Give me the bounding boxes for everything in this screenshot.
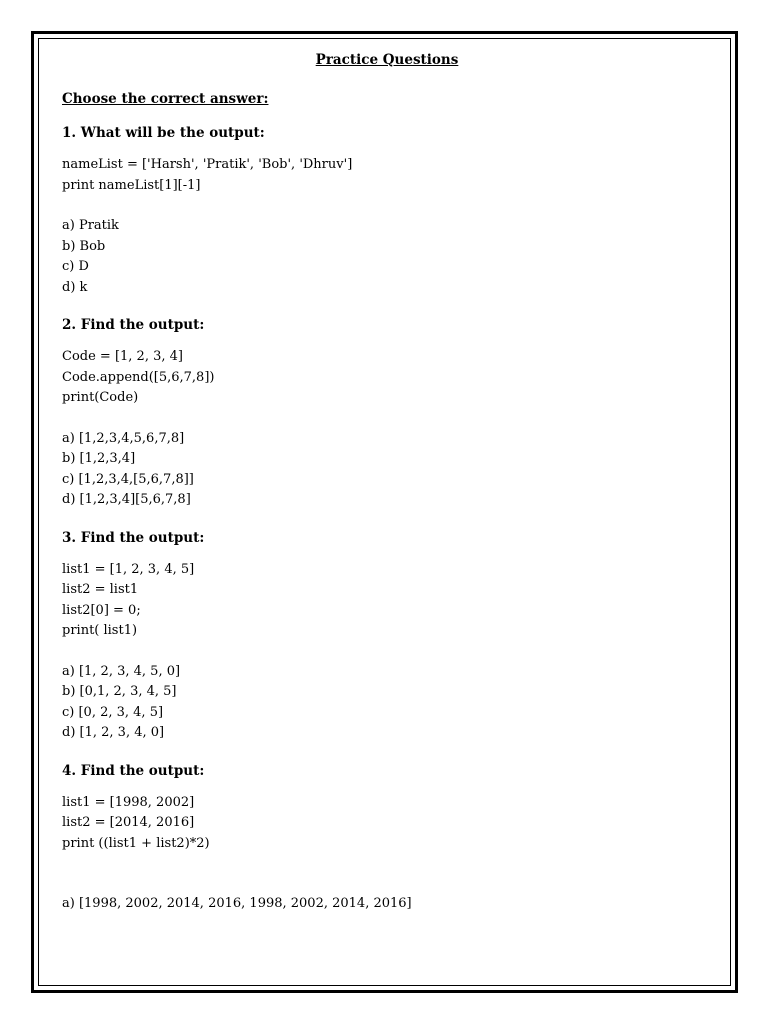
code-line: nameList = ['Harsh', 'Pratik', 'Bob', 'Dhruv']	[62, 157, 353, 172]
question-4	[62, 761, 712, 915]
code-line: print nameList[1][-1]	[62, 177, 201, 193]
page-title: Practice Questions	[315, 52, 459, 68]
question-1-code	[62, 155, 712, 196]
question-4-code	[62, 793, 712, 855]
question-1-heading: 1. What will be the output:	[62, 125, 265, 141]
code-line: print( list1)	[62, 623, 138, 638]
question-2-options	[62, 429, 712, 511]
document-content	[62, 50, 712, 932]
option-a: a) [1,2,3,4,5,6,7,8]	[62, 430, 185, 446]
option-c: c) [1,2,3,4,[5,6,7,8]]	[62, 471, 194, 487]
question-1-options	[62, 216, 712, 298]
question-2-heading: 2. Find the output:	[62, 317, 205, 333]
question-3	[62, 528, 712, 744]
option-b: b) [0,1, 2, 3, 4, 5]	[62, 684, 177, 699]
option-c: c) D	[62, 259, 89, 274]
code-line: list2[0] = 0;	[62, 602, 141, 618]
code-line: Code = [1, 2, 3, 4]	[62, 349, 183, 364]
option-a: a) [1, 2, 3, 4, 5, 0]	[62, 663, 181, 679]
code-line: Code.append([5,6,7,8])	[62, 369, 215, 385]
code-line: list1 = [1998, 2002]	[62, 794, 195, 810]
option-c: c) [0, 2, 3, 4, 5]	[62, 704, 164, 720]
option-b: b) [1,2,3,4]	[62, 451, 136, 466]
question-4-heading: 4. Find the output:	[62, 762, 205, 779]
question-3-options	[62, 662, 712, 744]
code-line: print ((list1 + list2)*2)	[62, 835, 210, 851]
code-line: list2 = list1	[62, 582, 139, 597]
code-line: list2 = [2014, 2016]	[62, 815, 195, 830]
question-3-heading: 3. Find the output:	[62, 529, 205, 546]
instruction-heading: Choose the correct answer:	[62, 91, 269, 107]
option-a: a) Pratik	[62, 218, 119, 233]
question-1	[62, 123, 712, 298]
question-2	[62, 315, 712, 511]
question-2-code	[62, 347, 712, 409]
code-line: print(Code)	[62, 390, 139, 405]
option-d: d) [1, 2, 3, 4, 0]	[62, 725, 165, 740]
option-b: b) Bob	[62, 238, 106, 254]
option-a: a) [1998, 2002, 2014, 2016, 1998, 2002, 2014, 2016]	[62, 896, 412, 911]
question-4-options	[62, 894, 712, 915]
option-d: d) [1,2,3,4][5,6,7,8]	[62, 492, 191, 507]
code-line: list1 = [1, 2, 3, 4, 5]	[62, 561, 195, 577]
question-3-code	[62, 560, 712, 642]
option-d: d) k	[62, 279, 88, 295]
